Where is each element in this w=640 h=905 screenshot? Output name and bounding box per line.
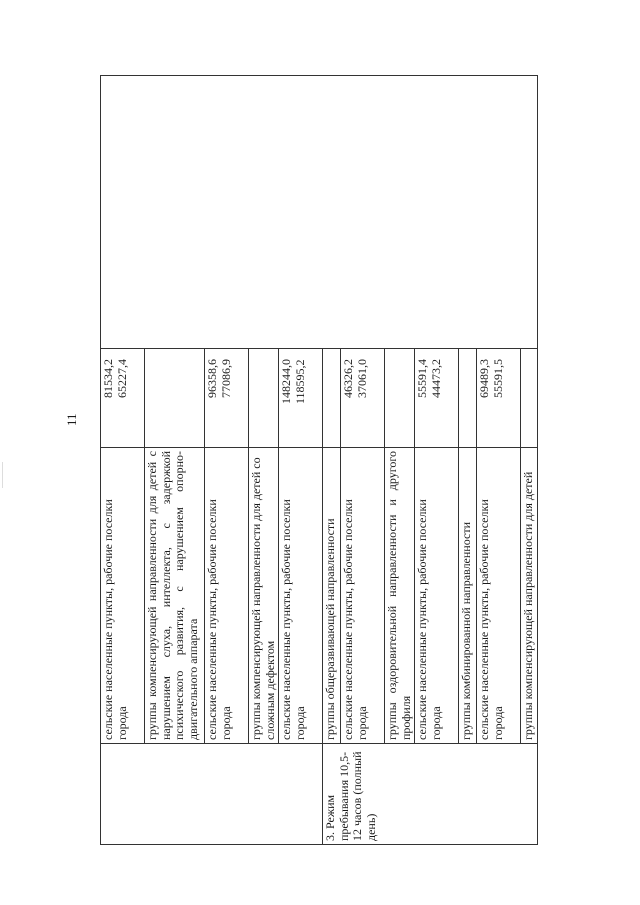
mode-cell-empty: [101, 744, 323, 845]
value-rural: 148244,0: [279, 359, 293, 404]
group-heading: группы оздоровительной направленности и другого профиля: [385, 451, 413, 740]
group-heading: группы комбинированной направленности: [459, 521, 473, 740]
value-cell: [341, 349, 385, 448]
value-city: 65227,4: [114, 359, 129, 398]
value-cell: [415, 349, 459, 448]
table-row: [101, 76, 145, 845]
row-label: сельские населенные пункты, рабочие поселки: [205, 499, 219, 740]
row-label: сельские населенные пункты, рабочие поселки: [101, 499, 115, 740]
row-label-cell: [385, 448, 415, 744]
value-cell: [249, 349, 279, 448]
value-rural: 81534,2: [101, 359, 115, 398]
value-city: 44473,2: [428, 359, 443, 398]
row-label-cell: [145, 448, 205, 744]
row-label-cities: города: [428, 706, 443, 740]
row-label-cell: [101, 448, 145, 744]
page-number: 11: [64, 413, 79, 426]
value-cell: [323, 349, 341, 448]
row-label: сельские населенные пункты, рабочие поселки: [279, 499, 293, 740]
value-cell: [385, 349, 415, 448]
tariff-table: [100, 75, 538, 845]
row-label-cell: [459, 448, 477, 744]
value-rural: 46326,2: [341, 359, 355, 398]
empty-column: [101, 76, 538, 349]
value-city: 77086,9: [218, 359, 233, 398]
row-label: сельские населенные пункты, рабочие поселки: [341, 499, 355, 740]
scan-artifact: [2, 462, 15, 488]
group-heading: группы общеразвивающей направленности: [323, 518, 337, 740]
value-cell: [145, 349, 205, 448]
value-rural: 55591,4: [415, 359, 429, 398]
row-label-cities: города: [490, 706, 505, 740]
row-label-cities: города: [218, 706, 233, 740]
row-label-cell: [205, 448, 249, 744]
group-heading: группы компенсирующей направленности для детей с нарушением слуха, интеллекта, с задержкой психического развития, с нарушением опорно-двигательного аппарата: [145, 451, 200, 740]
row-label-cell: [477, 448, 521, 744]
row-label-cell: [415, 448, 459, 744]
row-label-cell: [279, 448, 323, 744]
mode-label: 3. Режим пребывания 10,5-12 часов (полный день): [323, 751, 378, 841]
value-city: 37061,0: [354, 359, 369, 398]
group-heading: группы компенсирующей направленности для детей: [521, 471, 535, 740]
row-label: сельские населенные пункты, рабочие поселки: [477, 499, 491, 740]
value-rural: 69489,3: [477, 359, 491, 398]
group-heading: группы компенсирующей направленности для детей со сложным дефектом: [249, 457, 277, 740]
row-label-cities: города: [354, 706, 369, 740]
value-cell: [279, 349, 323, 448]
row-label-cell: [323, 448, 341, 744]
value-city: 118595,2: [292, 359, 307, 404]
value-cell: [477, 349, 521, 448]
row-label-cell: [249, 448, 279, 744]
value-cell: [205, 349, 249, 448]
value-rural: 96358,6: [205, 359, 219, 398]
mode-cell: [323, 744, 538, 845]
row-label-cell: [341, 448, 385, 744]
row-label-cities: города: [292, 706, 307, 740]
row-label-cell: [521, 448, 538, 744]
value-cell: [521, 349, 538, 448]
value-city: 55591,5: [490, 359, 505, 398]
row-label-cities: города: [114, 706, 129, 740]
value-cell: [101, 349, 145, 448]
row-label: сельские населенные пункты, рабочие поселки: [415, 499, 429, 740]
rotated-table-container: [100, 75, 570, 845]
value-cell: [459, 349, 477, 448]
